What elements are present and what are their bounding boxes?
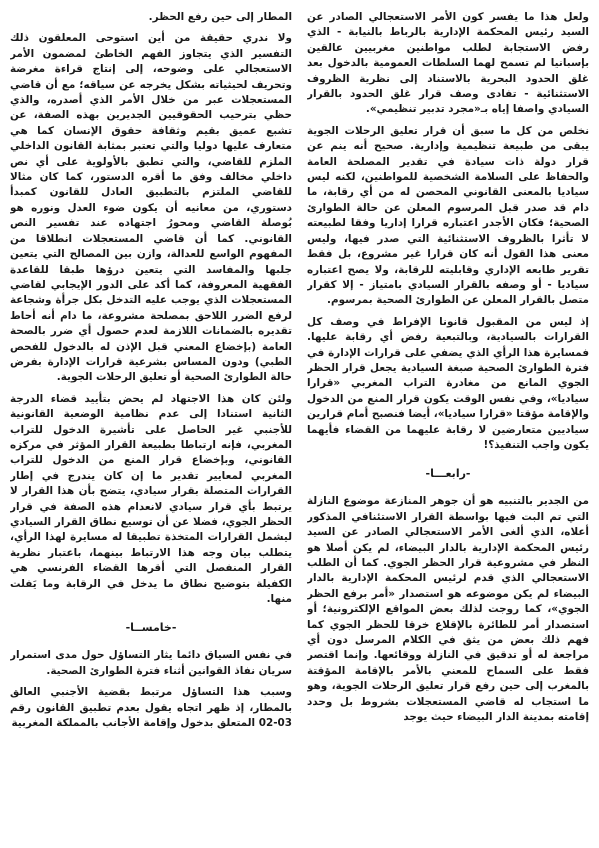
left-column: [10, 10, 292, 836]
right-column: [307, 10, 589, 836]
section-heading: -خامســا-: [125, 621, 177, 635]
paragraph: وسبب هذا التساؤل مرتبط بقضية الأجنبي العالق بالمطار، إذ ظهر اتجاه يقول بعدم تطبيق القانون رقم 03-02 المتعلق بدخول وإقامة الأجانب بالمملكة المغربية: [10, 686, 292, 730]
paragraph: في نفس السياق دائما يثار التساؤل حول مدى استمرار سريان نفاذ القوانين أثناء فترة الطوارئ الصحية.: [10, 649, 292, 677]
document-page: [10, 10, 589, 836]
section-heading: -رابعـــا-: [425, 467, 471, 481]
paragraph: ولعل هذا ما يفسر كون الأمر الاستعجالي الصادر عن السيد رئيس المحكمة الإدارية بالرباط بالنيابة - الذي رفض الاستجابة لطلب مواطنين مغربيين عالقين بإسبانيا لم تسمح لهما السلطات العمومية بالدخول بعد غلق الحدود البحرية بالاستناد إلى نظرية الظروف الاستثنائية - تفادى وصف قرار غلق الحدود بالقرار السيادي واصفا إياه بـ«مجرد تدبير تنظيمي».: [307, 11, 589, 116]
paragraph: ولئن كان هذا الاجتهاد لم يحض بتأييد قضاء الدرجة الثانية استنادا إلى عدم نظامية الوضعية القانونية للأجنبي غير الحاصل على تأشيرة الدخول للتراب المغربي، فإنه ارتباطا بطبيعة القرار المؤثر في مركزه القانوني، وبإخضاع قرار المنع من الدخول للتراب المغربي لمعايير تقدير ما إن كان يندرج في إطار القرارات المتصلة بقرار سيادي، يتضح بأن هذا القرار لا يرتبط بأي قرار سيادي لانعدام هذه الصفة في قرار الحظر الجوي، فضلا عن أن توسيع نطاق القرار السيادي ليشمل القرارات المتخذة تطبيقا له مسايرة لهذا الرأي، يتطلب بيان وجه هذا الارتباط بينهما، باعتبار نظرية القرار المنفصل التي أقرها القضاء الفرنسي هي الكفيلة بتوضيح نطاق ما يدخل في الرقابة وما يَفلت منها.: [10, 392, 292, 606]
paragraph: من الجدير بالتنبيه هو أن جوهر المنازعة موضوع النازلة التي تم البت فيها بواسطة القرار الاستئنافي المذكور أعلاه، الذي ألغى الأمر الاستعجالي الصادر عن السيد رئيس المحكمة الإدارية بالدار البيضاء، لم يكن أصلا هو النظر في مشروعية قرار الحظر الجوي. كما أن الطلب الاستعجالي الذي قدم لرئيس المحكمة الإدارية بالدار البيضاء لم يكن موضوعه هو استصدار «أمر برفع الحظر الجوي»، كما روجت لذلك بعض المواقع الإلكترونية؛ أو استصدار أمر للطائرة بالإقلاع خرقا للحظر الجوي كما فهم ذلك بعض من يثق في الكلام المرسل دون أي مراجعة له أو تدقيق في النازلة ووقائعها. وإنما اقتصر فقط على السماح للمعني بالأمر بالإقامة المؤقتة بالمغرب إلى حين رفع قرار تعليق الرحلات الجوية، وهو ما استجاب له قاضي المستعجلات بشروط بل وحدد إقامته بمدينة الدار البيضاء حيث يوجد: [307, 495, 589, 724]
paragraph: نخلص من كل ما سبق أن قرار تعليق الرحلات الجوية يبقى من طبيعة تنظيمية وإدارية. صحيح أنه ينم عن قرار دولة ذات سيادة في تقدير المصلحة العامة والحفاظ على السلامة الشخصية للمواطنين، لكنه ليس سياديا بالمعنى القانوني المحصن له من أي رقابة، ما دام قد صدر قبل المرسوم المعلن عن حالة الطوارئ الصحية؛ فكان الأجدر اعتباره قرارا إداريا وفقا لطبيعته لا تأثرا بالظروف الاستثنائية التي صدر فيها، وليس معنى هذا القول أنه كان قرارا غير مشروع، بل فقط تقرير طابعه الإداري وقابليته للرقابة، ولا يصح اعتباره سياديا - أو وصفه بالقرار السيادي بامتياز - إلا كقرار متصل بالقرار المعلن عن الطوارئ الصحية بمرسوم.: [307, 124, 589, 307]
paragraph: ولا ندري حقيقة من أين استوحى المعلقون ذلك التفسير الذي يتجاوز الفهم الخاطئ لمضمون الأمر الاستعجالي على وضوحه، إلى إنتاج قراءة مغرضة وتحريف لحيثياته بشكل يخرجه عن سياقه؛ مع أن قاضي المستعجلات عبر من خلال الأمر الذي أصدره، والذي حظي بترحيب الحقوقيين الجديرين بهذه الصفة، عن تشبع عميق بقيم وثقافة حقوق الإنسان كما هي متعارف عليها دوليا والتي تعتبر بمثابة القانون الداخلي الملزم للقاضي، والتي تطبق بالأولوية على أي نص داخلي مخالف وفق ما أقره الدستور، كما كان مثالا للقاضي الملتزم بالتطبيق العادل للقانون كمبدأ دستوري، من معانيه أن يكون ضوء العدل ونوره هو بُوصلة القاضي ومحورُ اجتهاده عند تفسير النص القانوني. كما أن قاضي المستعجلات انطلاقا من المفهوم الواسع للعدالة، وازن بين المصالح التي يتعين جلبها والمفاسد التي يتعين درؤها طبقا للقاعدة الفقهية المعروفة، كما أكد على الدور الإيجابي لقاضي المستعجلات الذي يوجب عليه التدخل بكل جرأة وشجاعة لرفع الضرر اللاحق بمصلحة مشروعة، ما دام أنه أحاط تقديره بالضمانات اللازمة لعدم حصول أي ضرر بالصحة العامة (بإخضاع المعني قبل الإذن له بالدخول للفحص الطبي) ودون المساس بشرعية قرارات الإدارة بفرض حالة الطوارئ الصحية أو تعليق الرحلات الجوية.: [10, 32, 292, 384]
paragraph: المطار إلى حين رفع الحظر.: [148, 11, 292, 23]
paragraph: إذ ليس من المقبول قانونا الإفراط في وصف كل القرارات بالسيادية، وبالتبعية رفض أي رقابة عليها. فمسايرة هذا الرأي الذي يضفي على قرارات الإدارة في فترة الطوارئ الصحية صبغة السيادية يجعل قرار الحظر الجوي المانع من مغادرة التراب المغربي «قرارا سياديا»، وفي نفس الوقت يكون قرار المنع من الدخول والإقامة مؤقتا «قرارا سياديا»، أيضا فنصبح أمام قرارين سياديين متعارضين لا رقابة عليهما من القضاء فأيهما يكون واجب التنفيذ؟!: [307, 315, 589, 451]
